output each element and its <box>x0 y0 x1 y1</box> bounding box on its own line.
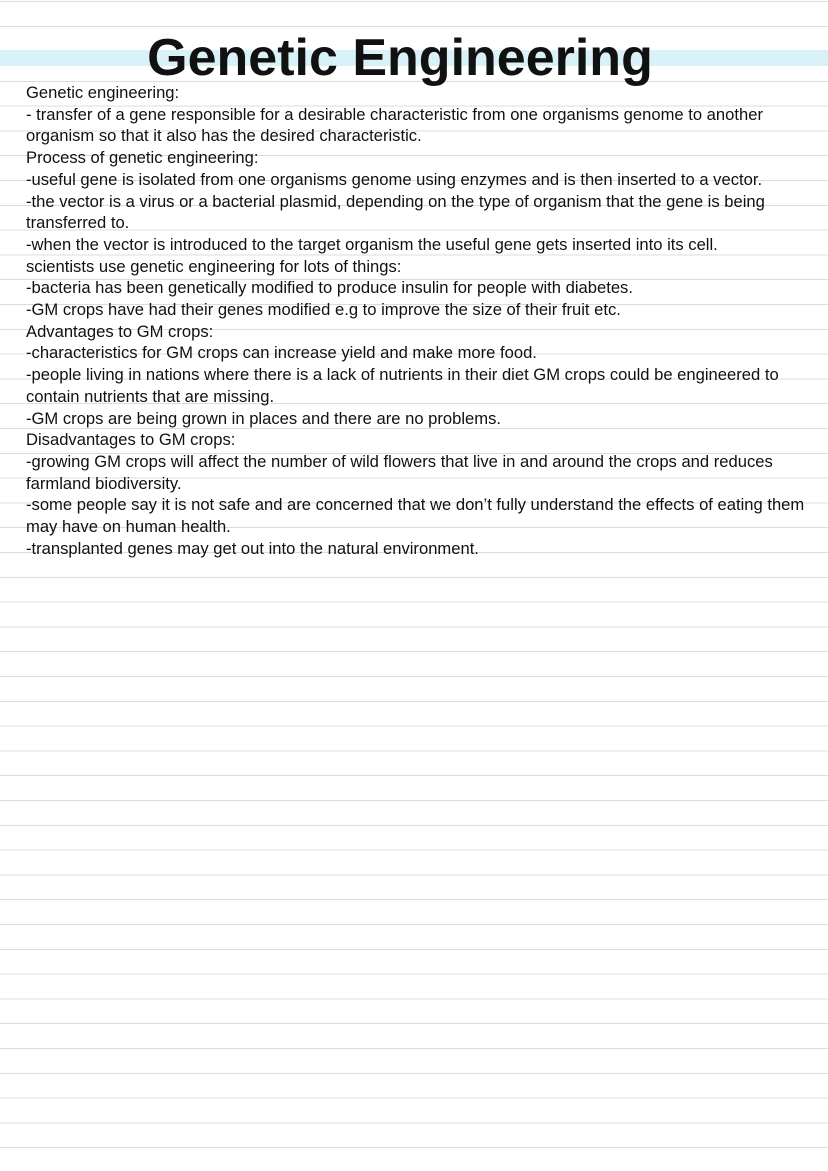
note-line: -transplanted genes may get out into the natural environment. <box>26 538 479 558</box>
note-line: Disadvantages to GM crops: <box>26 430 236 450</box>
note-line: -characteristics for GM crops can increase yield and make more food. <box>26 343 537 363</box>
note-line: -GM crops have had their genes modified e.g to improve the size of their fruit etc. <box>26 300 621 320</box>
page-title: Genetic Engineering <box>147 29 653 87</box>
note-line: Genetic engineering: <box>26 83 180 102</box>
note-line: -useful gene is isolated from one organisms genome using enzymes and is then inserted to a vector. <box>26 169 763 189</box>
note-line: -when the vector is introduced to the target organism the useful gene gets inserted into its cell. <box>26 234 718 254</box>
note-line: - transfer of a gene responsible for a desirable characteristic from one organisms genome to another organism so that it also has the desired characteristic. <box>26 104 763 146</box>
note-line: scientists use genetic engineering for lots of things: <box>26 256 402 276</box>
note-line: Advantages to GM crops: <box>26 321 214 341</box>
note-line: -growing GM crops will affect the number of wild flowers that live in and around the crops and reduces farmland biodiversity. <box>26 451 773 493</box>
note-line: -the vector is a virus or a bacterial plasmid, depending on the type of organism that the gene is being transferred to. <box>26 191 765 233</box>
notes-body <box>26 82 816 559</box>
note-line: -people living in nations where there is a lack of nutrients in their diet GM crops could be engineered to contain nutrients that are missing. <box>26 365 779 406</box>
note-line: -some people say it is not safe and are concerned that we don’t fully understand the effects of eating them may have on human health. <box>26 495 805 537</box>
note-line: -GM crops are being grown in places and there are no problems. <box>26 408 502 428</box>
note-line: Process of genetic engineering: <box>26 148 259 168</box>
note-line: -bacteria has been genetically modified to produce insulin for people with diabetes. <box>26 278 633 298</box>
